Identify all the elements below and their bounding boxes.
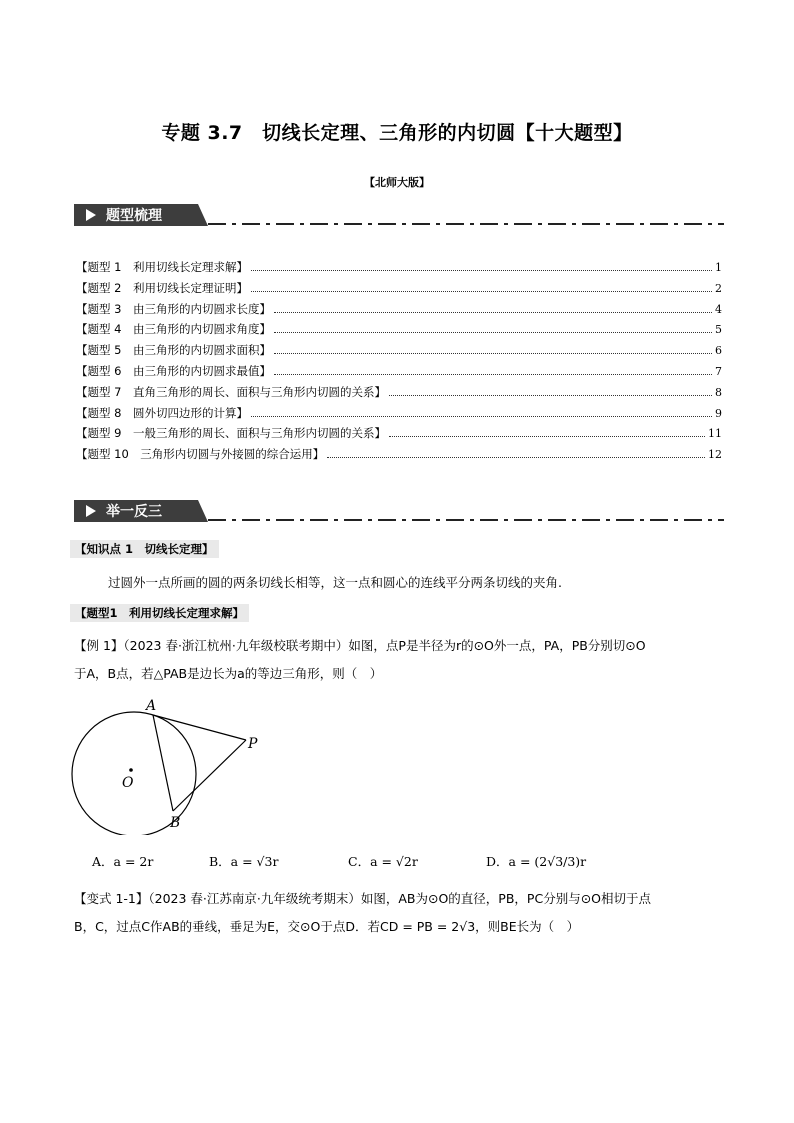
choice-d[interactable]: D．a = (2√3/3)r (486, 854, 587, 869)
toc-item[interactable]: 【题型 3 由三角形的内切圆求长度】 4 (76, 301, 722, 316)
label-p: P (248, 736, 258, 752)
toc-item[interactable]: 【题型 10 三角形内切圆与外接圆的综合运用】 12 (76, 447, 722, 462)
toc-item[interactable]: 【题型 9 一般三角形的周长、面积与三角形内切圆的关系】 11 (76, 426, 722, 441)
question-type-heading: 【题型1 利用切线长定理求解】 (70, 604, 249, 622)
choice-a[interactable]: A．a = 2r (92, 854, 154, 869)
toc-item[interactable]: 【题型 7 直角三角形的周长、面积与三角形内切圆的关系】 8 (76, 384, 722, 399)
chord-ab (153, 715, 173, 811)
toc-item[interactable]: 【题型 8 圆外切四边形的计算】 9 (76, 405, 722, 420)
example-line: 【例 1】（2023 春·浙江杭州·九年级校联考期中）如图，点P是半径为r的⊙O外一点，PA，PB分别切⊙O (74, 638, 646, 653)
page-title: 专题 3.7 切线长定理、三角形的内切圆【十大题型】 (161, 122, 633, 144)
tangent-figure (60, 690, 280, 835)
variant-line: B，C，过点C作AB的垂线，垂足为E，交⊙O于点D．若CD = PB = 2√3，则BE长为（ ） (74, 919, 580, 934)
example-line: 于A，B点，若△PAB是边长为a的等边三角形，则（ ） (74, 666, 383, 681)
label-b: B (170, 815, 181, 831)
example-1 (74, 632, 724, 688)
toc-item[interactable]: 【题型 2 利用切线长定理证明】 2 (76, 280, 722, 295)
knowledge-point-text: 过圆外一点所画的圆的两条切线长相等，这一点和圆心的连线平分两条切线的夹角. (108, 575, 562, 590)
toc-item[interactable]: 【题型 1 利用切线长定理求解】 1 (76, 260, 722, 274)
section-header-practice (74, 496, 724, 526)
toc-item[interactable]: 【题型 4 由三角形的内切圆求角度】 5 (76, 322, 722, 337)
tangent-pb (173, 740, 246, 811)
variant-line: 【变式 1-1】（2023 春·江苏南京·九年级统考期末）如图，AB为⊙O的直径，PB，PC分别与⊙O相切于点 (74, 891, 652, 906)
section-title: 举一反三 (106, 504, 162, 520)
section-header-toc (74, 200, 724, 230)
toc-item[interactable]: 【题型 6 由三角形的内切圆求最值】 7 (76, 363, 722, 378)
variant-1-1 (74, 885, 724, 941)
knowledge-point-heading: 【知识点 1 切线长定理】 (70, 540, 219, 558)
label-a: A (146, 698, 157, 714)
toc-item[interactable]: 【题型 5 由三角形的内切圆求面积】 6 (76, 343, 722, 358)
label-o: O (122, 775, 134, 791)
tangent-pa (153, 715, 246, 740)
choice-b[interactable]: B．a = √3r (209, 854, 279, 869)
center-point (129, 768, 133, 772)
edition-label: 【北师大版】 (364, 176, 430, 189)
section-title: 题型梳理 (106, 208, 162, 224)
section-header-banner (74, 200, 724, 230)
table-of-contents (76, 259, 722, 467)
section-header-banner (74, 496, 724, 526)
choice-c[interactable]: C．a = √2r (348, 854, 418, 869)
